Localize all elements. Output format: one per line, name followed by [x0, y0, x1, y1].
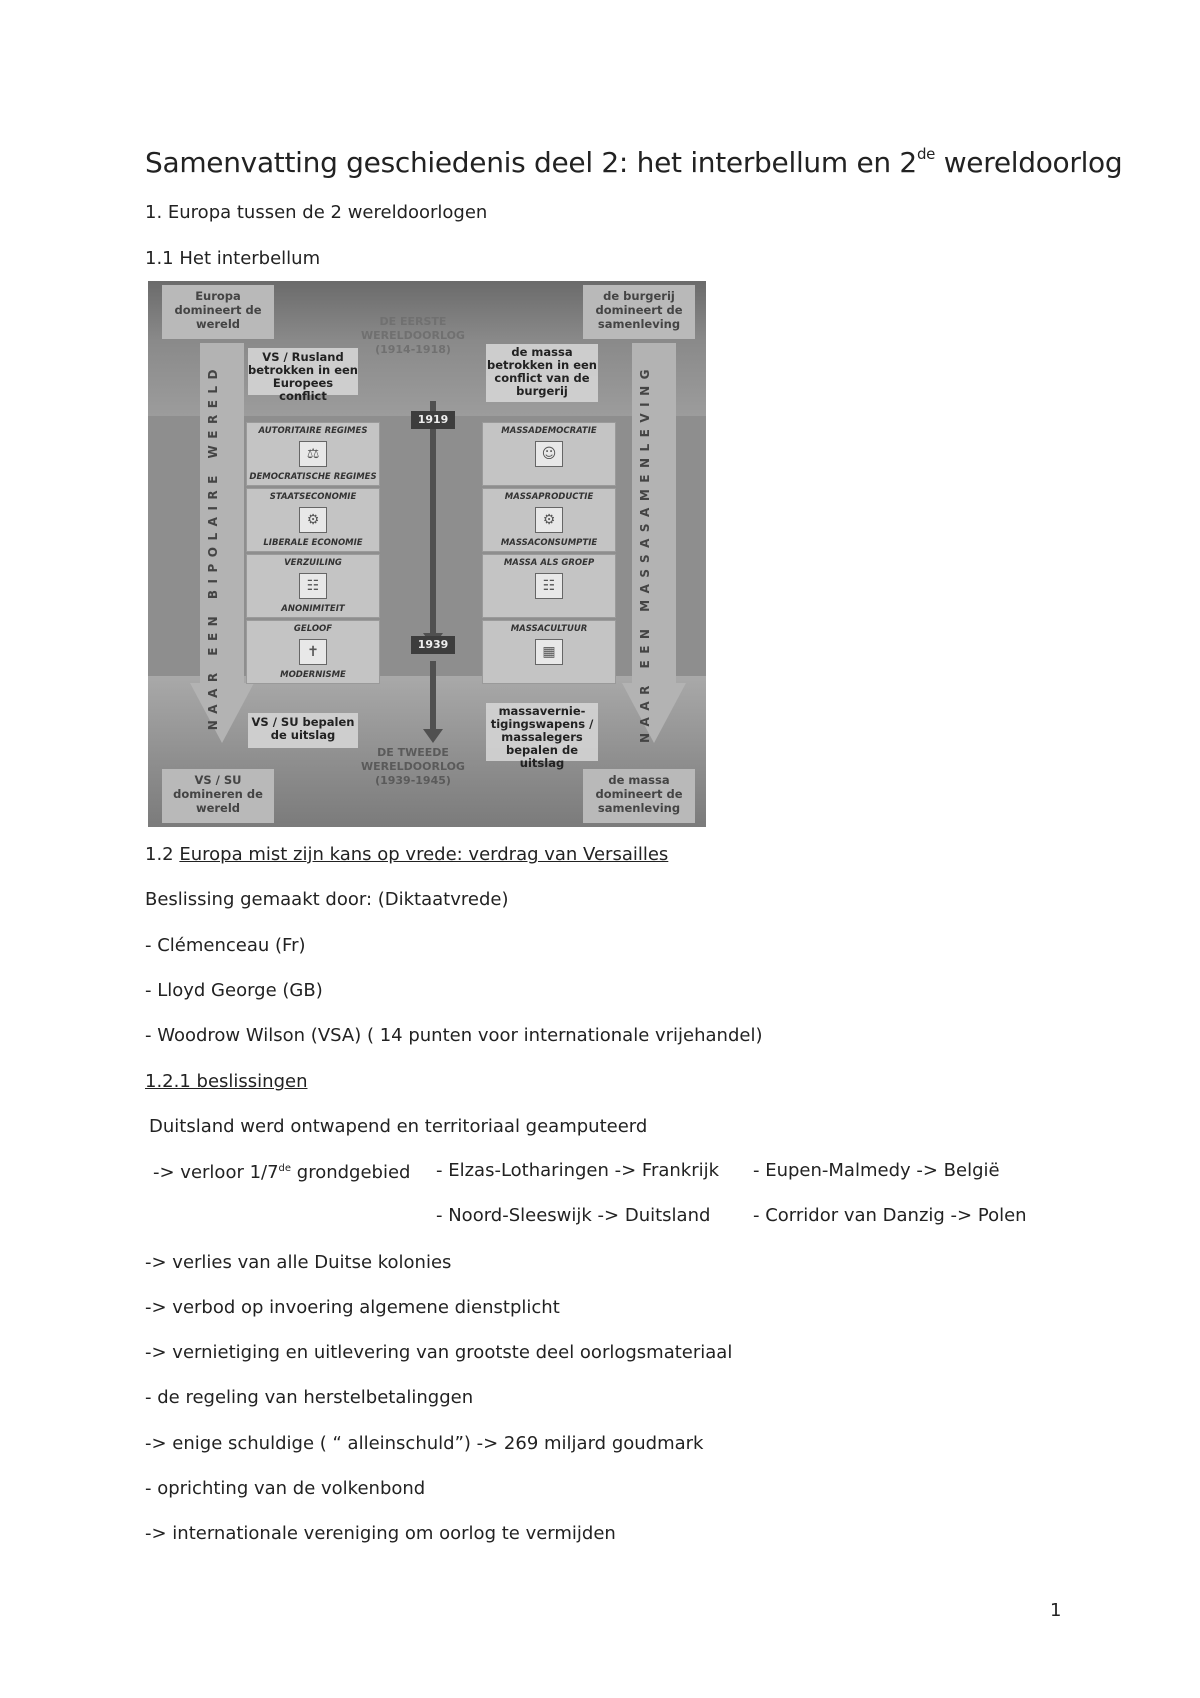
decided-by: Beslissing gemaakt door: (Diktaatvrede)	[145, 889, 509, 910]
page-title	[145, 146, 1122, 179]
diagram-top-center: DE EERSTE WERELDOORLOG (1914-1918)	[361, 315, 465, 356]
cell-bottom-label: MODERNISME	[280, 670, 346, 680]
cell-top-label: AUTORITAIRE REGIMES	[258, 426, 368, 436]
region-item: - Noord-Sleeswijk -> Duitsland	[436, 1205, 711, 1226]
bottom-right-box: massavernie-tigingswapens / massalegers bepalen de uitslag	[486, 703, 598, 761]
cell-top-label: STAATSECONOMIE	[269, 492, 357, 502]
crowd-icon: ☺	[535, 441, 563, 467]
heading-1-2-text: Europa mist zijn kans op vrede: verdrag van Versailles	[179, 844, 669, 865]
bullet-item: - de regeling van herstelbetalinggen	[145, 1387, 474, 1408]
bullet-item: -> verbod op invoering algemene dienstplicht	[145, 1297, 560, 1318]
region-item: - Elzas-Lotharingen -> Frankrijk	[436, 1160, 720, 1181]
lost-land-post: grondgebied	[291, 1162, 411, 1183]
right-vertical-text: NAAR EEN MASSASAMENLEVING	[638, 363, 652, 744]
heading-1-2-1: 1.2.1 beslissingen	[145, 1071, 308, 1092]
lost-land-sup: de	[278, 1163, 292, 1174]
factory-icon: ⚙	[299, 507, 327, 533]
disarmed-line: Duitsland werd ontwapend en territoriaal geamputeerd	[149, 1116, 648, 1137]
church-icon: ✝	[299, 639, 327, 665]
top-right-box: de massa betrokken in een conflict van de burgerij	[486, 344, 598, 402]
corner-bottom-left: VS / SU domineren de wereld	[162, 769, 274, 823]
bottom-left-box: VS / SU bepalen de uitslag	[248, 713, 358, 748]
cell-top-label: MASSAPRODUCTIE	[504, 492, 594, 502]
right-cell	[482, 488, 616, 552]
cell-bottom-label: DEMOCRATISCHE REGIMES	[249, 472, 377, 482]
film-icon: ▦	[535, 639, 563, 665]
production-icon: ⚙	[535, 507, 563, 533]
cell-bottom-label: ANONIMITEIT	[281, 604, 345, 614]
year-1939: 1939	[411, 636, 455, 654]
cell-top-label: VERZUILING	[284, 558, 342, 568]
group-icon: ☷	[535, 573, 563, 599]
bullet-item: -> vernietiging en uitlevering van grootste deel oorlogsmateriaal	[145, 1342, 733, 1363]
heading-1-2	[145, 844, 668, 865]
corner-top-left: Europa domineert de wereld	[162, 285, 274, 339]
people-icon: ☷	[299, 573, 327, 599]
left-cell	[246, 422, 380, 486]
lost-land-line	[153, 1162, 410, 1183]
left-arrow	[190, 343, 254, 743]
cell-top-label: GELOOF	[293, 624, 333, 634]
diagram-bottom-center: DE TWEEDE WERELDOORLOG (1939-1945)	[361, 746, 465, 787]
top-left-box: VS / Rusland betrokken in een Europees conflict	[248, 350, 358, 403]
bullet-item: -> verlies van alle Duitse kolonies	[145, 1252, 452, 1273]
cell-top-label: MASSACULTUUR	[510, 624, 588, 634]
heading-1-2-number: 1.2	[145, 844, 180, 865]
title-main: Samenvatting geschiedenis deel 2: het interbellum en 2	[145, 146, 917, 179]
timeline-line-2	[430, 661, 436, 731]
heading-1-1: 1.1 Het interbellum	[145, 248, 321, 269]
scale-icon: ⚖	[299, 441, 327, 467]
lost-land-pre: -> verloor 1/7	[153, 1162, 279, 1183]
right-cell	[482, 620, 616, 684]
bullet-item: -> enige schuldige ( “ alleinschuld”) -> 269 miljard goudmark	[145, 1433, 704, 1454]
title-rest: wereldoorlog	[935, 146, 1123, 179]
right-arrow	[622, 343, 686, 743]
region-item: - Corridor van Danzig -> Polen	[753, 1205, 1027, 1226]
right-cell	[482, 422, 616, 486]
timeline-line	[430, 401, 436, 636]
bullet-item: - oprichting van de volkenbond	[145, 1478, 426, 1499]
cell-bottom-label: MASSACONSUMPTIE	[500, 538, 598, 548]
cell-top-label: MASSA ALS GROEP	[503, 558, 595, 568]
cell-top-label: MASSADEMOCRATIE	[501, 426, 597, 436]
left-cell	[246, 488, 380, 552]
title-sup: de	[916, 144, 936, 163]
person-item: - Clémenceau (Fr)	[145, 935, 306, 956]
interbellum-diagram	[148, 281, 706, 827]
person-item: - Woodrow Wilson (VSA) ( 14 punten voor internationale vrijehandel)	[145, 1025, 763, 1046]
bullet-item: -> internationale vereniging om oorlog te vermijden	[145, 1523, 616, 1544]
left-vertical-text: NAAR EEN BIPOLAIRE WERELD	[206, 363, 220, 731]
right-cell	[482, 554, 616, 618]
timeline-arrowhead-2	[423, 729, 443, 743]
region-item: - Eupen-Malmedy -> België	[753, 1160, 1000, 1181]
cell-bottom-label: LIBERALE ECONOMIE	[263, 538, 363, 548]
corner-top-right: de burgerij domineert de samenleving	[583, 285, 695, 339]
year-1919: 1919	[411, 411, 455, 429]
heading-1: 1. Europa tussen de 2 wereldoorlogen	[145, 202, 488, 223]
page-number: 1	[1050, 1600, 1062, 1621]
person-item: - Lloyd George (GB)	[145, 980, 323, 1001]
left-cell	[246, 620, 380, 684]
corner-bottom-right: de massa domineert de samenleving	[583, 769, 695, 823]
left-cell	[246, 554, 380, 618]
